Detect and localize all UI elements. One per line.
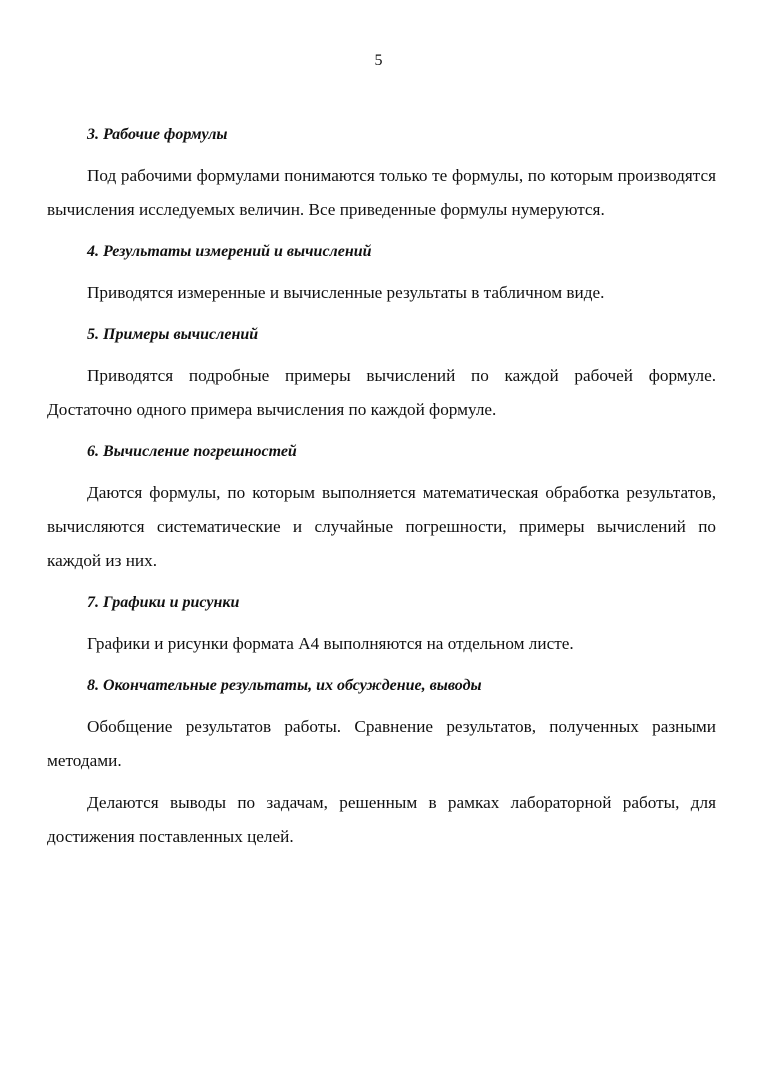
section-heading: 7. Графики и рисунки [87,594,240,611]
section-paragraph: Обобщение результатов работы. Сравнение результатов, полученных разными методами. [47,717,716,770]
section-measurement-results [47,235,716,310]
section-calculation-examples [47,318,716,427]
section-paragraph: Делаются выводы по задачам, решенным в рамках лабораторной работы, для достижения поставленных целей. [47,793,716,846]
page-content [47,118,716,862]
section-heading: 8. Окончательные результаты, их обсуждение, выводы [87,677,482,694]
page-number: 5 [374,52,383,69]
section-paragraph: Приводятся подробные примеры вычислений по каждой рабочей формуле. Достаточно одного примера вычисления по каждой формуле. [47,366,716,419]
section-working-formulas [47,118,716,227]
section-paragraph: Графики и рисунки формата А4 выполняются на отдельном листе. [87,634,574,653]
section-heading: 6. Вычисление погрешностей [87,443,297,460]
section-error-calculation [47,435,716,578]
section-heading: 3. Рабочие формулы [87,126,228,143]
section-paragraph: Под рабочими формулами понимаются только те формулы, по которым производятся вычисления исследуемых величин. Все приведенные формулы нумеруются. [47,166,716,219]
section-heading: 4. Результаты измерений и вычислений [87,243,372,260]
section-graphs-and-figures [47,586,716,661]
section-paragraph: Даются формулы, по которым выполняется математическая обработка результатов, вычисляются систематические и случайные погрешности, примеры вычислений по каждой из них. [47,483,716,570]
section-final-results [47,669,716,854]
section-paragraph: Приводятся измеренные и вычисленные результаты в табличном виде. [87,283,605,302]
section-heading: 5. Примеры вычислений [87,326,259,343]
